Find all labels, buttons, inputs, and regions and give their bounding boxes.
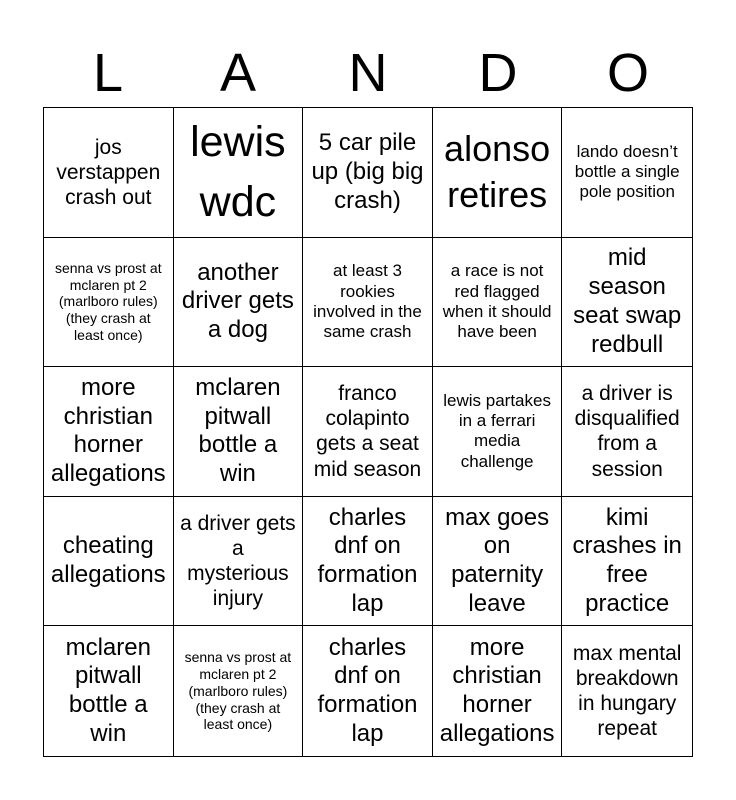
bingo-cell-r4c2[interactable] [174, 497, 304, 627]
bingo-cell-r5c4[interactable] [433, 626, 563, 756]
cell-text: a race is not red flagged when it should have been [442, 261, 552, 342]
cell-text: senna vs prost at mclaren pt 2 (marlboro rules) (they crash at least once) [184, 649, 292, 733]
bingo-cell-r4c3[interactable] [303, 497, 433, 627]
bingo-cell-r1c4[interactable] [433, 108, 563, 238]
cell-text: franco colapinto gets a seat mid season [313, 382, 422, 481]
cell-text: max goes on paternity leave [445, 503, 550, 617]
bingo-cell-r5c5[interactable] [562, 626, 692, 756]
bingo-cell-r4c5[interactable] [562, 497, 692, 627]
bingo-cell-r3c4[interactable] [433, 367, 563, 497]
cell-text: mid season seat swap redbull [573, 244, 682, 358]
bingo-cell-r3c3[interactable] [303, 367, 433, 497]
cell-text: cheating allegations [50, 532, 166, 589]
cell-text: mclaren pitwall bottle a win [195, 373, 281, 488]
cell-text: jos verstappen crash out [56, 135, 161, 209]
cell-text: mclaren pitwall bottle a win [65, 633, 151, 747]
cell-text: senna vs prost at mclaren pt 2 (marlboro rules) (they crash at least once) [54, 259, 162, 344]
bingo-cell-r2c4[interactable] [433, 238, 563, 368]
bingo-cell-r1c2[interactable] [174, 108, 304, 238]
header-letter-a: A [219, 43, 257, 103]
bingo-cell-r3c2[interactable] [174, 367, 304, 497]
bingo-cell-r5c2[interactable] [174, 626, 304, 756]
header-letter-o: O [606, 43, 649, 103]
cell-text: another driver gets a dog [181, 258, 294, 344]
cell-text: 5 car pile up (big big crash) [311, 129, 424, 214]
bingo-cell-r1c3[interactable] [303, 108, 433, 238]
bingo-header [43, 38, 693, 108]
bingo-cell-r3c5[interactable] [562, 367, 692, 497]
bingo-cell-r2c5[interactable] [562, 238, 692, 368]
bingo-cell-r2c2[interactable] [174, 238, 304, 368]
header-letter-d: D [478, 43, 518, 103]
header-letter-n: N [348, 43, 388, 103]
bingo-cell-r4c4[interactable] [433, 497, 563, 627]
bingo-cell-r4c1[interactable] [44, 497, 174, 627]
cell-text: charles dnf on formation lap [317, 503, 418, 617]
cell-text: more christian horner allegations [50, 373, 166, 488]
header-letter-l: L [92, 43, 124, 103]
cell-text: charles dnf on formation lap [317, 633, 418, 747]
cell-text: alonso retires [444, 127, 551, 216]
bingo-cell-r2c1[interactable] [44, 238, 174, 368]
cell-text: lewis partakes in a ferrari media challenge [443, 390, 551, 471]
bingo-cell-r5c1[interactable] [44, 626, 174, 756]
cell-text: kimi crashes in free practice [572, 503, 682, 617]
bingo-cell-r1c5[interactable] [562, 108, 692, 238]
cell-text: lando doesn’t bottle a single pole position [574, 141, 680, 202]
bingo-cell-r3c1[interactable] [44, 367, 174, 497]
bingo-cell-r2c3[interactable] [303, 238, 433, 368]
cell-text: a driver gets a mysterious injury [180, 511, 296, 611]
cell-text: a driver is disqualified from a session [574, 382, 680, 481]
bingo-cell-r1c1[interactable] [44, 108, 174, 238]
cell-text: max mental breakdown in hungary repeat [572, 641, 682, 741]
cell-text: lewis wdc [190, 118, 286, 227]
cell-text: more christian horner allegations [439, 633, 555, 747]
bingo-cell-r5c3[interactable] [303, 626, 433, 756]
cell-text: at least 3 rookies involved in the same crash [313, 261, 422, 342]
bingo-grid [43, 107, 693, 757]
